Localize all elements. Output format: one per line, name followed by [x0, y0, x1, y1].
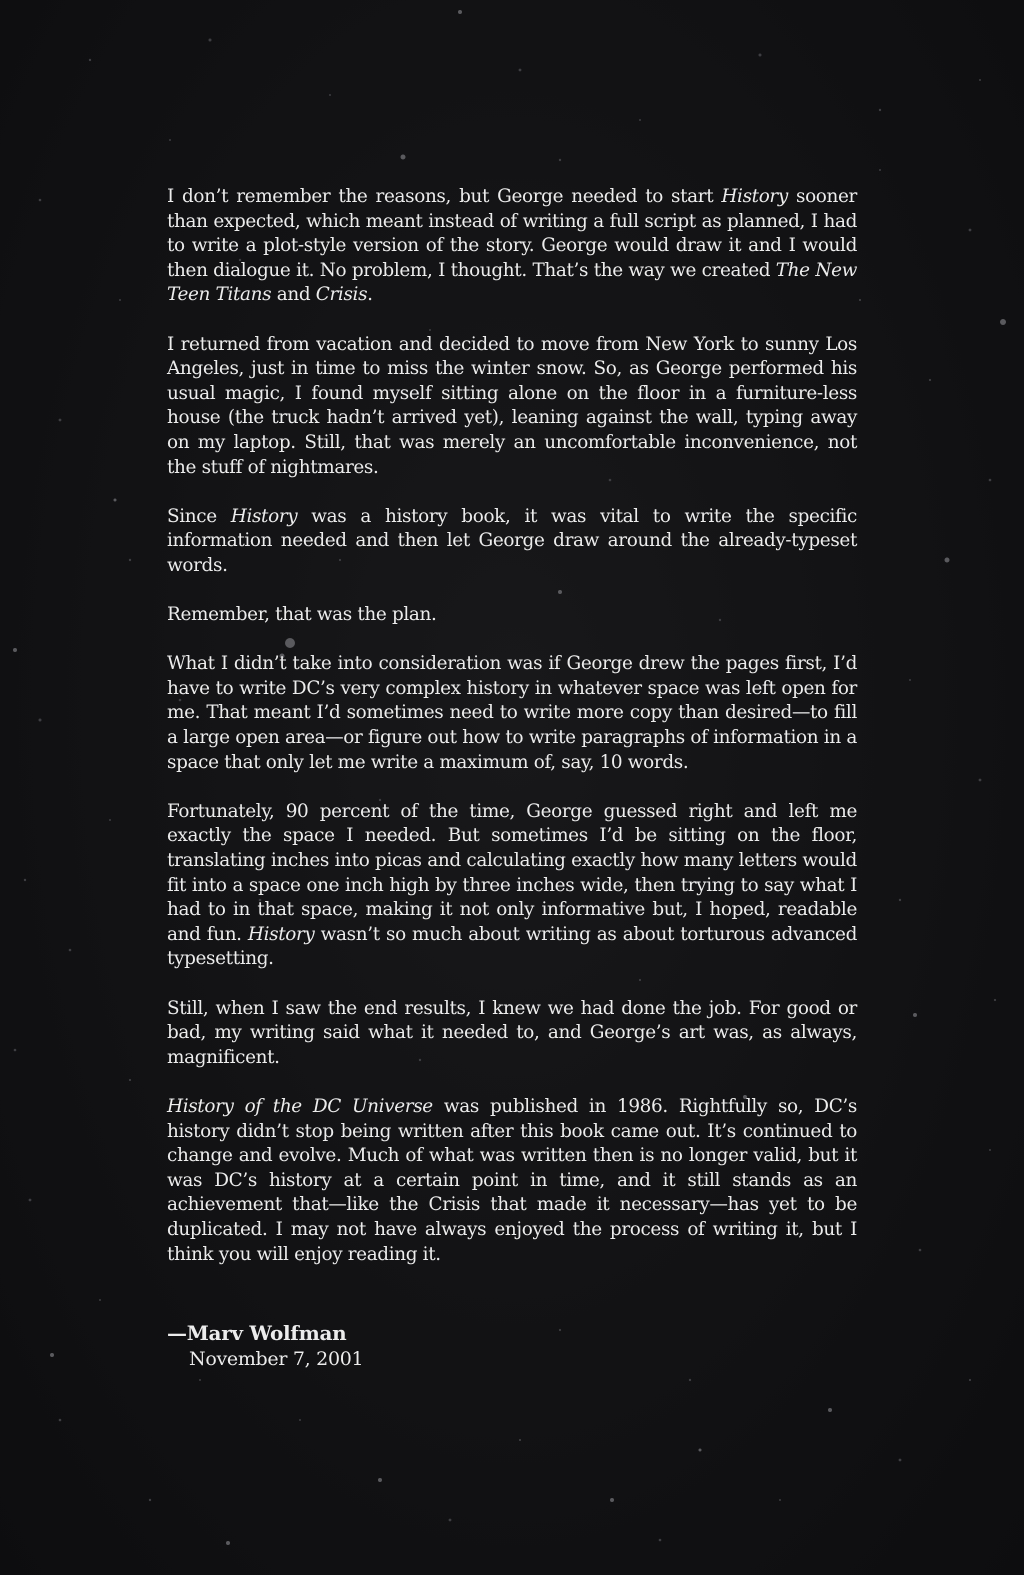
paragraph — [167, 333, 857, 481]
text-run: I don’t remember the reasons, but George needed to start — [167, 186, 722, 207]
italic-title: History — [721, 186, 788, 207]
paragraph — [167, 185, 857, 308]
italic-title: History of the DC Universe — [167, 1095, 433, 1117]
text-run: wasn’t so much about writing as about torturous advanced typesetting. — [167, 923, 857, 970]
text-run: Still, when I saw the end results, I knew we had done the job. For good or bad, my writing said what it needed to, and George’s art was, as always, magnificent. — [167, 997, 857, 1068]
text-run: was published in 1986. Rightfully so, DC’s history didn’t stop being written after this book came out. It’s continued to change and evolve. Much of what was written then is no longer valid, but it was DC’s history at a certain point in time, and it still stands as an achievement that—like the Crisis that made it necessary—has yet to be duplicated. I may not have always enjoyed the process of writing it, but I think you will enjoy reading it. — [167, 1095, 857, 1265]
text-run: . — [367, 284, 373, 306]
signature-date: November 7, 2001 — [189, 1348, 364, 1370]
text-run: Fortunately, 90 percent of the time, George guessed right and left me exactly the space I needed. But sometimes I’d be sitting on the floor, translating inches into picas and calculating exactly how many letters would fit into a space one inch high by three inches wide, then trying to say what I had to in that space, making it not only informative but, I hoped, readable and fun. — [167, 800, 857, 945]
italic-title: Crisis — [315, 284, 368, 306]
italic-title: The New Teen Titans — [167, 259, 857, 306]
italic-title: History — [247, 923, 315, 945]
text-run: sooner than expected, which meant instead of writing a full script as planned, I had to write a plot-style version of the story. George would draw it and I would then dialogue it. No problem, I thought. That’s the way we created — [167, 186, 857, 281]
paragraph — [167, 505, 857, 579]
letter-body — [167, 185, 857, 1292]
text-run: Since — [167, 505, 231, 527]
paragraph — [167, 1095, 857, 1267]
italic-title: History — [230, 505, 298, 527]
author-name: —Marv Wolfman — [167, 1321, 347, 1345]
text-run: I returned from vacation and decided to move from New York to sunny Los Angeles, just in time to miss the winter snow. So, as George performed his usual magic, I found myself sitting alone on the floor in a furniture-less house (the truck hadn’t arrived yet), leaning against the wall, typing away on my laptop. Still, that was merely an uncomfortable inconvenience, not the stuff of nightmares. — [167, 333, 857, 478]
paragraph — [167, 800, 857, 972]
paragraph — [167, 652, 857, 775]
text-run: Remember, that was the plan. — [167, 604, 437, 626]
text-run: and — [271, 284, 316, 306]
text-run: was a history book, it was vital to write the specific information needed and then let George draw around the already-typeset words. — [167, 505, 857, 576]
paragraph — [167, 603, 857, 628]
text-run: What I didn’t take into consideration was if George drew the pages first, I’d have to write DC’s very complex history in whatever space was left open for me. That meant I’d sometimes need to write more copy than desired—to fill a large open area—or figure out how to write paragraphs of information in a space that only let me write a maximum of, say, 10 words. — [167, 653, 857, 773]
paragraph — [167, 997, 857, 1071]
signature-block — [167, 1320, 363, 1372]
